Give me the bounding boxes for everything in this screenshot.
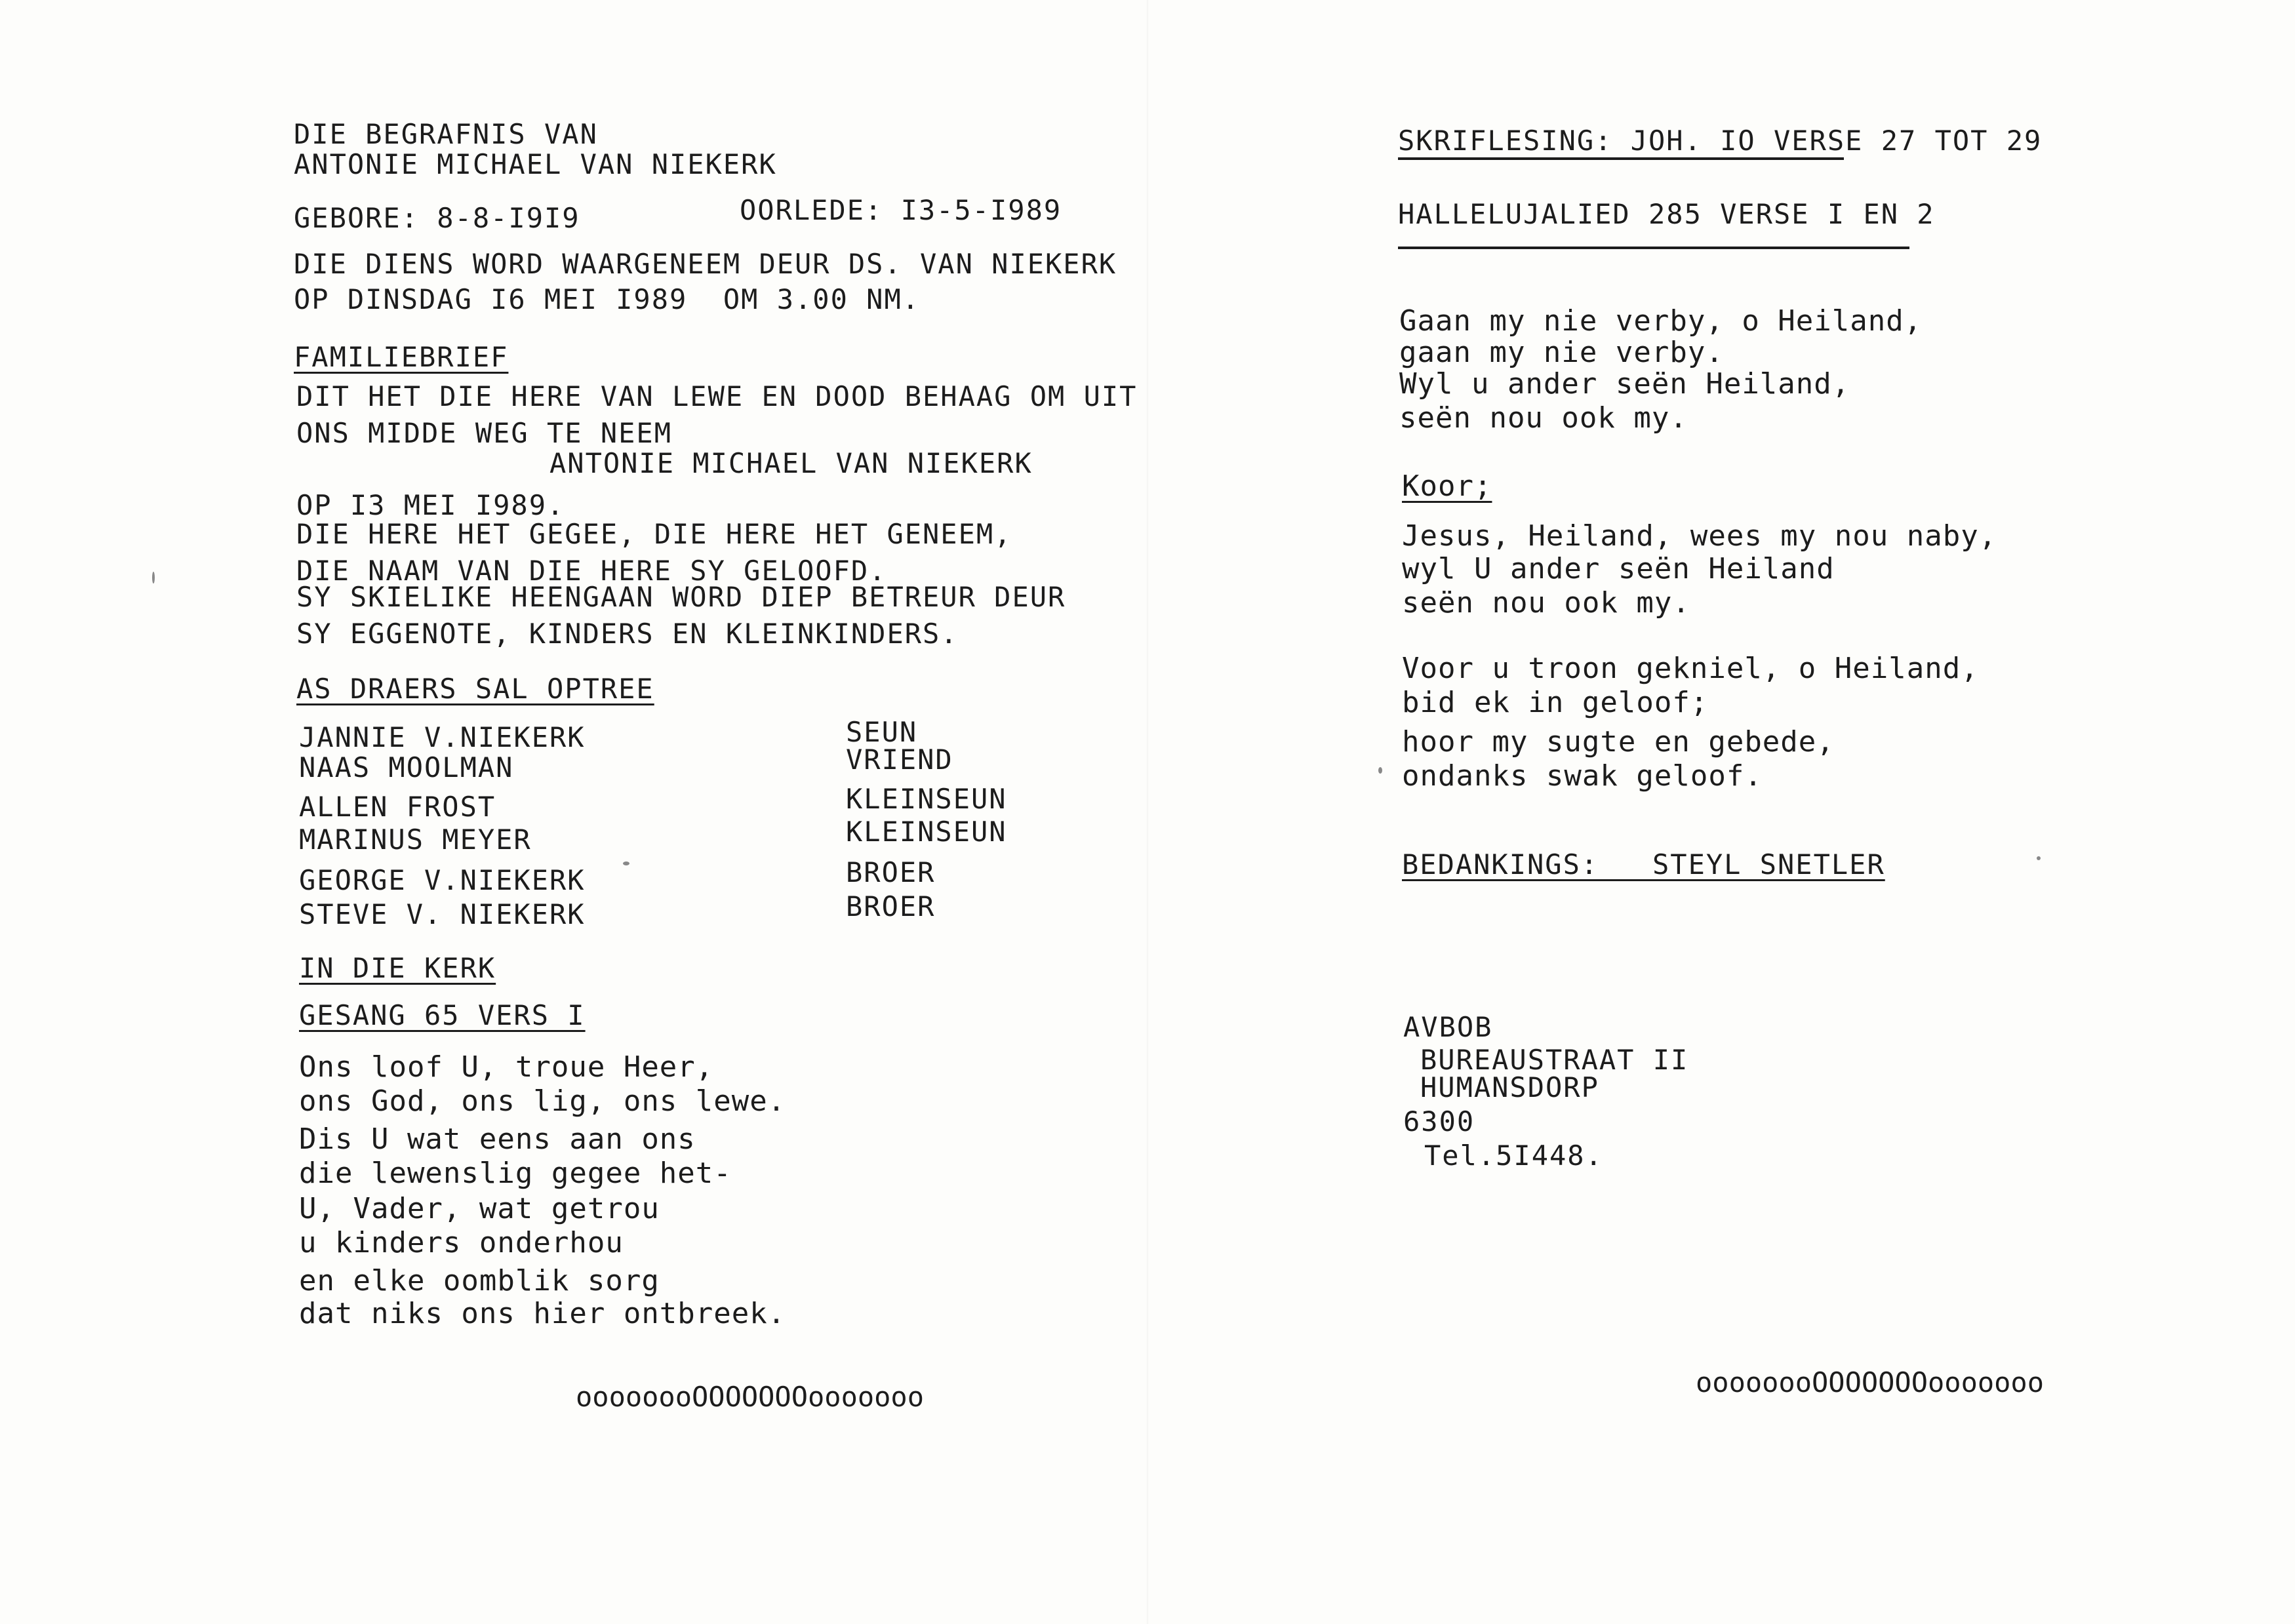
bearer-name: STEVE V. NIEKERK	[299, 898, 586, 930]
family-line: SY EGGENOTE, KINDERS EN KLEINKINDERS.	[296, 618, 959, 650]
service-line-2: OP DINSDAG I6 MEI I989 OM 3.00 NM.	[294, 283, 921, 315]
paper-mark	[152, 572, 155, 584]
hallelujah-heading: HALLELUJALIED 285 VERSE I EN 2	[1398, 198, 1935, 230]
verse-line: ondanks swak geloof.	[1402, 759, 1763, 793]
hymn-line: Ons loof U, troue Heer,	[299, 1050, 714, 1084]
church-heading: IN DIE KERK	[299, 952, 496, 984]
title-line-1: DIE BEGRAFNIS VAN	[294, 118, 598, 150]
died-date: OORLEDE: I3-5-I989	[740, 194, 1062, 226]
deceased-name: ANTONIE MICHAEL VAN NIEKERK	[549, 447, 1033, 479]
address-line: HUMANSDORP	[1420, 1071, 1599, 1103]
address-line: BUREAUSTRAAT II	[1420, 1044, 1689, 1076]
service-line-1: DIE DIENS WORD WAARGENEEM DEUR DS. VAN NIEKERK	[294, 248, 1117, 280]
verse-line: bid ek in geloof;	[1402, 686, 1709, 719]
divider-ornament: oooooooOOOOOOOooooooo	[1696, 1366, 2045, 1398]
chorus-line: Jesus, Heiland, wees my nou naby,	[1402, 519, 1997, 553]
family-line: DIE HERE HET GEGEE, DIE HERE HET GENEEM,	[296, 518, 1012, 550]
bearer-relation: BROER	[846, 890, 936, 922]
bearer-relation: SEUN	[846, 716, 918, 748]
family-line: OP I3 MEI I989.	[296, 489, 565, 521]
bearers-heading: AS DRAERS SAL OPTREE	[296, 673, 654, 705]
family-line: SY SKIELIKE HEENGAAN WORD DIEP BETREUR DEUR	[296, 581, 1066, 613]
hymn-line: die lewenslig gegee het-	[299, 1157, 732, 1190]
scripture-reading: SKRIFLESING: JOH. IO VERSE 27 TOT 29	[1398, 125, 2043, 157]
bearer-name: GEORGE V.NIEKERK	[299, 864, 586, 896]
hymn-line: Dis U wat eens aan ons	[299, 1122, 696, 1156]
right-page	[1148, 0, 2295, 1624]
bearer-name: MARINUS MEYER	[299, 823, 532, 856]
family-line: DIT HET DIE HERE VAN LEWE EN DOOD BEHAAG OM UIT	[296, 380, 1138, 412]
address-line: AVBOB	[1403, 1011, 1493, 1043]
bearer-relation: VRIEND	[846, 743, 953, 776]
hallelujah-underline	[1398, 247, 1909, 249]
bearer-name: JANNIE V.NIEKERK	[299, 721, 586, 753]
reading-underline	[1398, 157, 1844, 160]
family-heading: FAMILIEBRIEF	[294, 341, 509, 373]
paper-mark	[623, 862, 629, 865]
hymn-line: u kinders onderhou	[299, 1226, 624, 1259]
bearer-relation: BROER	[846, 856, 936, 888]
bearer-relation: KLEINSEUN	[846, 783, 1007, 815]
bearer-relation: KLEINSEUN	[846, 816, 1007, 848]
divider-ornament: oooooooOOOOOOOooooooo	[576, 1381, 925, 1413]
hymn-line: en elke oomblik sorg	[299, 1264, 660, 1297]
thanks-line: BEDANKINGS: STEYL SNETLER	[1402, 848, 1885, 881]
chorus-line: wyl U ander seën Heiland	[1402, 552, 1835, 585]
paper-mark	[2037, 856, 2041, 860]
phone-line: Tel.5I448.	[1424, 1139, 1603, 1172]
verse-line: Gaan my nie verby, o Heiland,	[1399, 304, 1923, 338]
chorus-line: seën nou ook my.	[1402, 586, 1690, 620]
family-line: ONS MIDDE WEG TE NEEM	[296, 417, 673, 449]
address-line: 6300	[1403, 1105, 1475, 1138]
hymn-line: U, Vader, wat getrou	[299, 1192, 660, 1225]
hymn-heading: GESANG 65 VERS I	[299, 999, 586, 1031]
title-line-2: ANTONIE MICHAEL VAN NIEKERK	[294, 148, 777, 180]
family-line: DIE NAAM VAN DIE HERE SY GELOOFD.	[296, 555, 887, 587]
verse-line: hoor my sugte en gebede,	[1402, 725, 1835, 759]
bearer-name: ALLEN FROST	[299, 791, 496, 823]
verse-line: gaan my nie verby.	[1399, 336, 1724, 369]
bearer-name: NAAS MOOLMAN	[299, 751, 514, 783]
hymn-line: dat niks ons hier ontbreek.	[299, 1297, 786, 1330]
hymn-line: ons God, ons lig, ons lewe.	[299, 1084, 786, 1118]
chorus-heading: Koor;	[1402, 469, 1492, 503]
paper-mark	[1378, 767, 1382, 774]
verse-line: Voor u troon gekniel, o Heiland,	[1402, 652, 1979, 685]
verse-line: seën nou ook my.	[1399, 401, 1688, 435]
verse-line: Wyl u ander seën Heiland,	[1399, 367, 1850, 401]
born-date: GEBORE: 8-8-I9I9	[294, 202, 580, 234]
